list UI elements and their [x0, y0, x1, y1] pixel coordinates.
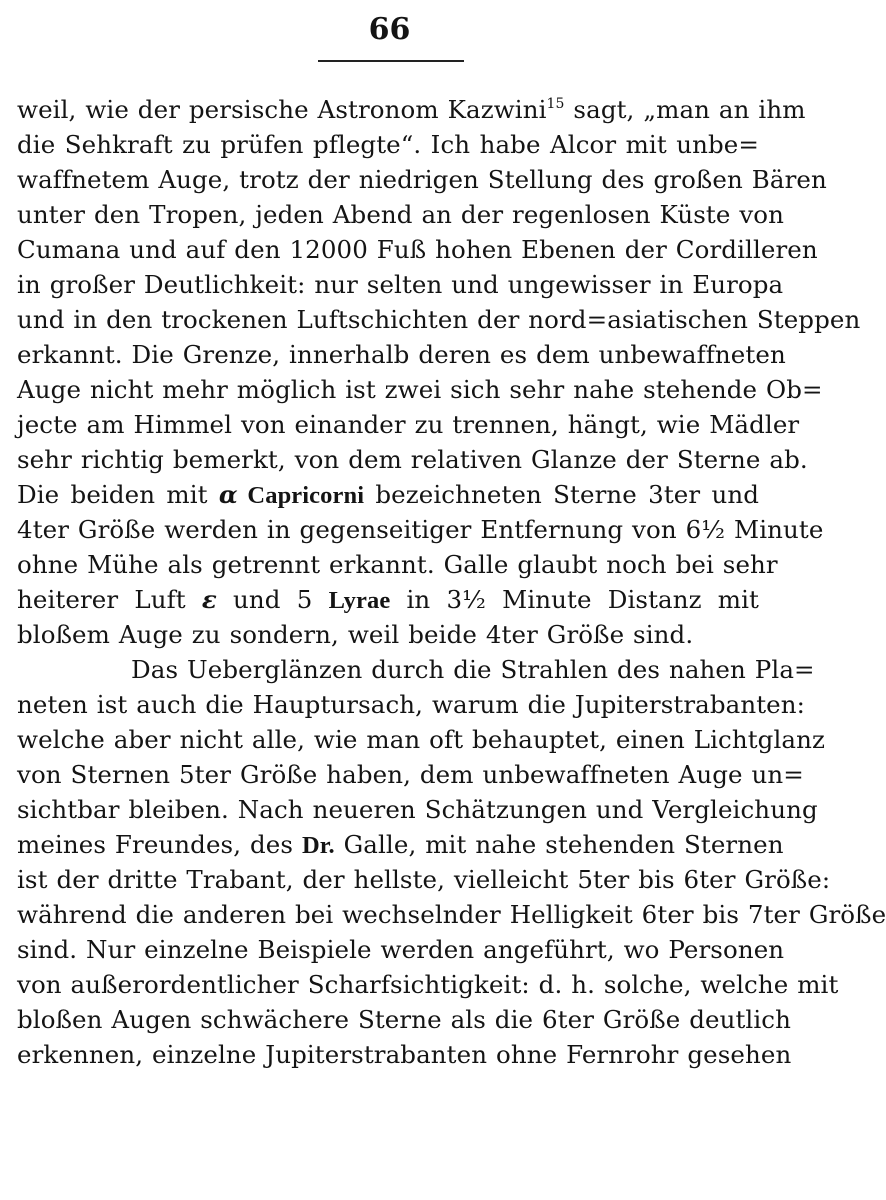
page-number: 66: [368, 12, 411, 47]
body-text: [17, 92, 886, 1072]
text-line: neten ist auch die Hauptursach, warum die Jupiterstrabanten:: [17, 690, 805, 719]
text-line: erkennen, einzelne Jupiterstrabanten ohne Fernrohr gesehen: [17, 1040, 792, 1069]
text-line: während die anderen bei wechselnder Helligkeit 6ter bis 7ter Größe: [17, 900, 886, 929]
text-line: Auge nicht mehr möglich ist zwei sich sehr nahe stehende Ob=: [17, 375, 823, 404]
text-line: ist der dritte Trabant, der hellste, vielleicht 5ter bis 6ter Größe:: [17, 865, 831, 894]
text-line: und in den trockenen Luftschichten der nord=asiatischen Steppen: [17, 305, 861, 334]
star-name: Capricorni: [237, 482, 365, 509]
greek-letter: ε: [201, 585, 217, 614]
text-line: weil, wie der persische Astronom Kazwini$^{15}$ sagt, „man an ihm: [17, 95, 806, 124]
text-line: jecte am Himmel von einander zu trennen, hängt, wie Mädler: [17, 410, 800, 439]
greek-letter: α: [218, 480, 238, 509]
text-line: heiterer Luft ε und 5 Lyrae in 3½ Minute Distanz mit: [17, 585, 759, 614]
text-line: bloßen Augen schwächere Sterne als die 6ter Größe deutlich: [17, 1005, 791, 1034]
paragraph-start-line: Das Ueberglänzen durch die Strahlen des nahen Pla=: [131, 655, 815, 684]
star-name: Lyrae: [328, 587, 391, 614]
text-line: sehr richtig bemerkt, von dem relativen Glanze der Sterne ab.: [17, 445, 808, 474]
title-abbreviation: Dr.: [301, 832, 335, 859]
text-line: 4ter Größe werden in gegenseitiger Entfernung von 6½ Minute: [17, 515, 824, 544]
text-line: ohne Mühe als getrennt erkannt. Galle glaubt noch bei sehr: [17, 550, 778, 579]
text-line: unter den Tropen, jeden Abend an der regenlosen Küste von: [17, 200, 785, 229]
footnote-reference: 15: [546, 96, 565, 112]
text-line: die Sehkraft zu prüfen pflegte“. Ich habe Alcor mit unbe=: [17, 130, 759, 159]
text-line: waffnetem Auge, trotz der niedrigen Stellung des großen Bären: [17, 165, 827, 194]
text-line: sind. Nur einzelne Beispiele werden angeführt, wo Personen: [17, 935, 785, 964]
text-line: bloßem Auge zu sondern, weil beide 4ter Größe sind.: [17, 620, 694, 649]
text-line: sichtbar bleiben. Nach neueren Schätzungen und Vergleichung: [17, 795, 818, 824]
text-line: in großer Deutlichkeit: nur selten und ungewisser in Europa: [17, 270, 784, 299]
text-line: welche aber nicht alle, wie man oft behauptet, einen Lichtglanz: [17, 725, 825, 754]
text-line: Die beiden mit α Capricorni bezeichneten Sterne 3ter und: [17, 480, 759, 509]
text-line: von Sternen 5ter Größe haben, dem unbewaffneten Auge un=: [17, 760, 804, 789]
header-rule: [318, 60, 464, 62]
text-line: meines Freundes, des Dr. Galle, mit nahe stehenden Sternen: [17, 830, 784, 859]
text-line: erkannt. Die Grenze, innerhalb deren es dem unbewaffneten: [17, 340, 786, 369]
text-line: von außerordentlicher Scharfsichtigkeit: d. h. solche, welche mit: [17, 970, 839, 999]
text-line: Cumana und auf den 12000 Fuß hohen Ebenen der Cordilleren: [17, 235, 818, 264]
